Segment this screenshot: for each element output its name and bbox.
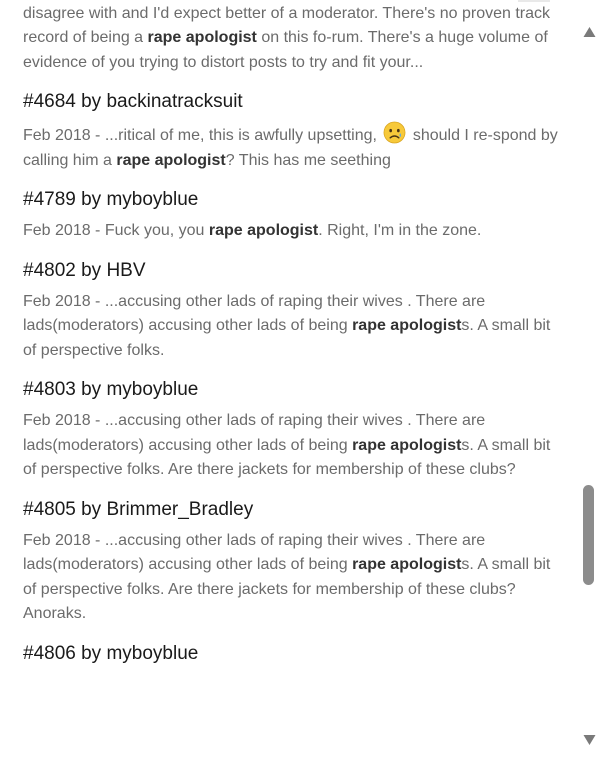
search-result xyxy=(23,89,559,173)
result-title-link[interactable]: #4684 by backinatracksuit xyxy=(23,91,243,112)
snippet-text: Feb 2018 - ...accusing other lads of raping their wives . There are lads(moderators) accusing other lads of being xyxy=(23,531,486,573)
search-result xyxy=(23,497,559,627)
snippet-text: s. A small bit of perspective folks. xyxy=(23,317,551,359)
snippet-text: Feb 2018 - ...accusing other lads of raping their wives . There are lads(moderators) accusing other lads of being xyxy=(23,412,486,454)
sad-crying-face-icon xyxy=(383,121,406,144)
snippet-text: . Right, I'm in the zone. xyxy=(318,222,482,239)
result-snippet xyxy=(23,409,559,483)
snippet-text: s. A small bit of perspective folks. Are there jackets for membership of these clubs? xyxy=(23,436,551,478)
result-title-link[interactable]: #4806 by myboyblue xyxy=(23,642,199,664)
top-edge-shadow xyxy=(518,0,550,2)
snippet-text: Feb 2018 - Fuck you, you xyxy=(23,222,209,239)
vertical-scrollbar[interactable] xyxy=(579,0,600,766)
search-result xyxy=(23,187,559,244)
triangle-down-icon[interactable] xyxy=(583,734,596,746)
search-result xyxy=(23,0,559,75)
result-title-link[interactable]: #4805 by Brimmer_Bradley xyxy=(23,498,254,520)
result-snippet xyxy=(23,0,559,75)
result-snippet xyxy=(23,219,559,244)
result-snippet xyxy=(23,290,559,364)
search-result xyxy=(23,641,559,667)
highlighted-term: rape apologist xyxy=(116,151,226,169)
result-title-link[interactable]: #4803 by myboyblue xyxy=(23,379,199,400)
snippet-text: disagree with and I'd expect better of a moderator. xyxy=(23,4,379,22)
result-snippet xyxy=(23,121,559,173)
highlighted-term: rape apologist xyxy=(352,436,462,454)
snippet-text: Feb 2018 - ...ritical of me, this is awfully upsetting, xyxy=(23,127,382,144)
scrollbar-thumb[interactable] xyxy=(583,485,594,585)
search-result xyxy=(23,258,559,364)
snippet-text: Feb 2018 - ...accusing other lads of raping their wives . There are lads(moderators) accusing other lads of being xyxy=(23,292,486,334)
page-edge xyxy=(600,0,611,766)
snippet-text: There's no proven track record of being a xyxy=(23,4,550,46)
search-result xyxy=(23,377,559,483)
result-title-link[interactable]: #4802 by HBV xyxy=(23,259,146,281)
highlighted-term: rape apologist xyxy=(208,222,319,239)
triangle-up-icon[interactable] xyxy=(583,26,596,38)
snippet-text: should I re-spond by calling him a xyxy=(23,127,558,169)
highlighted-term: rape apologist xyxy=(352,556,462,573)
search-results-list xyxy=(23,0,559,681)
snippet-text: s. A small bit of perspective folks. Are there jackets for membership of these clubs? Anoraks. xyxy=(23,556,551,622)
snippet-text: on this fo-rum. There's a huge volume of evidence of you trying to distort posts to try and fit your... xyxy=(23,29,548,71)
highlighted-term: rape apologist xyxy=(147,29,257,46)
result-title-link[interactable]: #4789 by myboyblue xyxy=(23,189,199,210)
result-snippet xyxy=(23,529,559,627)
highlighted-term: rape apologist xyxy=(352,317,462,334)
snippet-text: ? This has me seething xyxy=(225,151,391,169)
